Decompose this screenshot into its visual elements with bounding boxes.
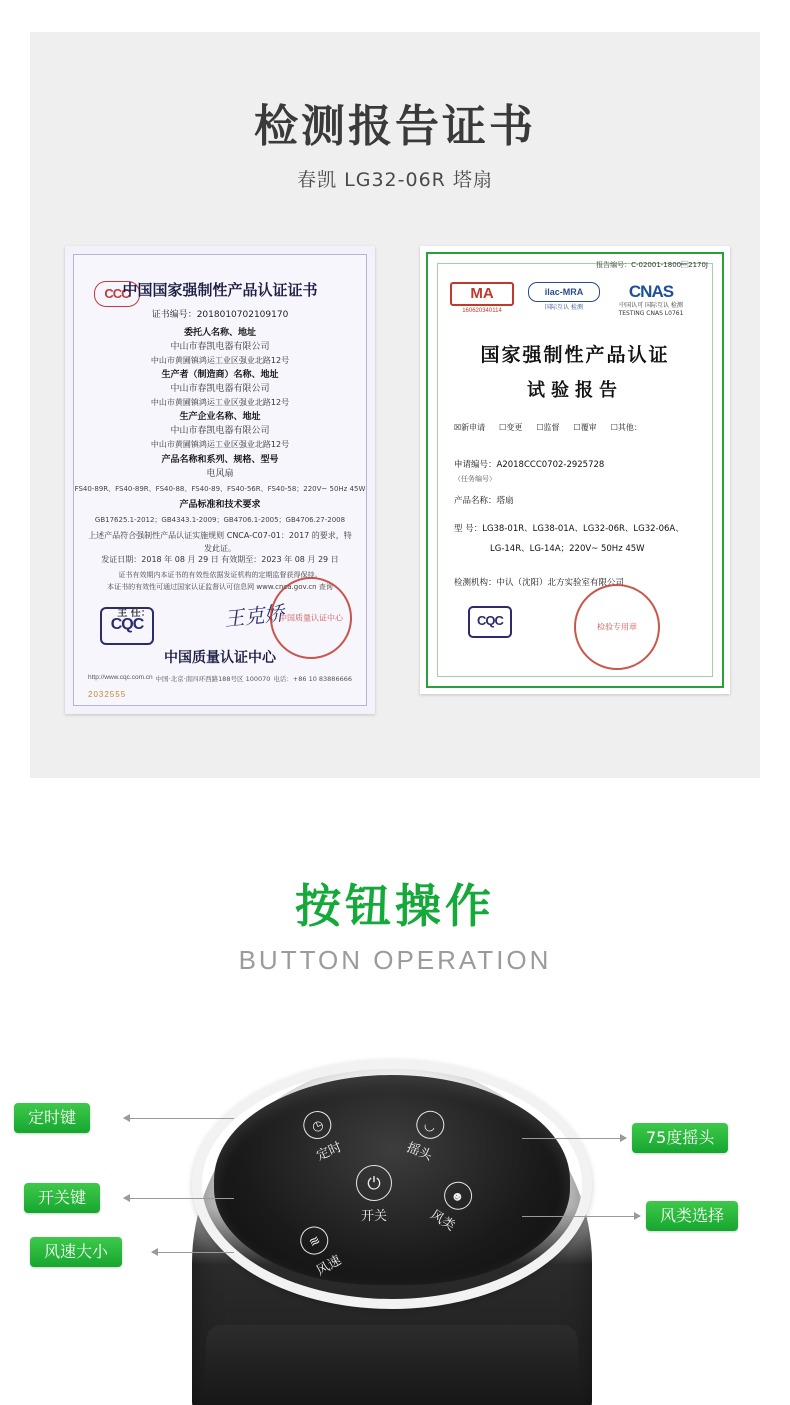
ccc-row-2: 中山市黄圃镇鸿运工业区强业北路12号 (150, 356, 290, 365)
report-field-task-no: （任务编号） (454, 475, 496, 483)
ccc-row-10: 电风扇 (206, 469, 234, 479)
report-field-model-2: LG-14R、LG-14A；220V~ 50Hz 45W (490, 544, 645, 554)
accreditation-badges (446, 282, 704, 324)
footer-address: 中国·北京·南四环西路188号区 100070 (155, 675, 271, 683)
page-title: 检测报告证书 (254, 101, 536, 152)
ilac-badge (528, 282, 600, 311)
test-report-frame-outer (426, 252, 724, 688)
fan-photo (0, 1025, 790, 1405)
power-icon: ⏻ (356, 1165, 392, 1201)
checkbox-other: ☐其他： (610, 423, 642, 432)
wind-speed-icon: ≋ (295, 1221, 333, 1259)
callout-wind-type: 风类选择 (646, 1201, 738, 1231)
callout-power-key: 开关键 (24, 1183, 100, 1213)
ccc-certificate-number: 证书编号：2018010702109170 (151, 310, 289, 320)
panel-label-wind-speed: 风速 (313, 1253, 345, 1280)
report-number: 报告编号：C-02001-18002170J (596, 261, 708, 269)
inspection-round-seal-icon (574, 584, 660, 670)
ccc-certificate-title: 中国国家强制性产品认证证书 (122, 281, 318, 299)
report-field-lab: 检测机构：中认（沈阳）北方实验室有限公司 (454, 578, 625, 588)
issuing-center-name: 中国质量认证中心 (164, 650, 276, 666)
report-title-main: 国家强制性产品认证 (480, 344, 670, 366)
cma-badge-text: MA (450, 282, 514, 306)
ccc-row-7: 中山市春凯电器有限公司 (170, 426, 270, 436)
ccc-row-16: 证书有效期内本证书的有效性依据发证机构的定期监督获得保持。 (118, 571, 322, 579)
operation-title: 按钮操作 (295, 879, 495, 933)
leader-line-power (124, 1198, 234, 1199)
report-field-model: 型 号：LG38-01R、LG38-01A、LG32-06R、LG32-06A、 (454, 524, 684, 534)
ccc-row-14: 上述产品符合强制性产品认证实施规则 CNCA-C07-01：2017 的要求，特发此证。 (88, 531, 352, 553)
callout-swing-75: 75度摇头 (632, 1123, 728, 1153)
ccc-row-9: 产品名称和系列、规格、型号 (161, 455, 279, 465)
footer-phone: 电话：+86 10 83886666 (273, 675, 352, 683)
panel-label-swing: 摇头 (404, 1140, 435, 1165)
cnas-badge (608, 282, 694, 318)
cma-badge (450, 282, 514, 314)
ccc-footer (88, 674, 352, 683)
ccc-row-4: 中山市春凯电器有限公司 (170, 384, 270, 394)
ccc-row-5: 中山市黄圃镇鸿运工业区强业北路12号 (150, 398, 290, 407)
panel-button-power[interactable] (356, 1165, 392, 1224)
leader-line-wind-type (522, 1216, 640, 1217)
cqc-round-seal-text: 中国质量认证中心 (279, 613, 343, 623)
panel-label-power: 开关 (360, 1209, 387, 1224)
ccc-row-17: 本证书的有效性可通过国家认证监督认可信息网 www.cnca.gov.cn 查询 (107, 583, 333, 591)
footer-website: http://www.cqc.com.cn (88, 674, 153, 681)
checkbox-review: ☐覆审 (573, 423, 597, 432)
report-field-product-name: 产品名称：塔扇 (454, 496, 514, 506)
director-label: 主 任： (117, 608, 151, 619)
panel-label-timer: 定时 (314, 1139, 345, 1165)
panel-label-wind-mode: 风类 (427, 1207, 458, 1235)
certificate-serial: 2032555 (88, 690, 127, 699)
ccc-row-12: 产品标准和技术要求 (179, 500, 261, 510)
button-operation-section (0, 810, 790, 1405)
operation-subtitle: BUTTON OPERATION (238, 945, 552, 975)
cnas-badge-text: CNAS (628, 282, 674, 301)
ccc-row-13: GB17625.1-2012；GB4343.1-2009；GB4706.1-2005；GB4706.27-2008 (94, 516, 346, 524)
ccc-mark-icon: CCC (94, 281, 140, 307)
ccc-row-0: 委托人名称、地址 (183, 328, 256, 338)
ccc-row-15: 发证日期：2018 年 08 月 29 日 有效期至：2023 年 08 月 29 日 (101, 555, 339, 564)
ccc-row-3: 生产者（制造商）名称、地址 (161, 370, 279, 380)
ilac-badge-sub: 国际互认 检测 (545, 304, 583, 311)
checkbox-change: ☐变更 (499, 423, 523, 432)
ilac-badge-text: ilac-MRA (528, 282, 600, 302)
cqc-logo-icon: CQC (100, 607, 154, 645)
swing-icon: ◡ (412, 1107, 448, 1143)
leader-line-timer (124, 1118, 234, 1119)
page-subtitle: 春凯 LG32-06R 塔扇 (297, 169, 493, 191)
ccc-row-1: 中山市春凯电器有限公司 (170, 342, 270, 352)
fan-control-panel (214, 1075, 570, 1285)
ccc-row-6: 生产企业名称、地址 (179, 412, 261, 422)
leader-line-wind-speed (152, 1252, 234, 1253)
clock-icon: ◷ (299, 1107, 336, 1144)
callout-wind-speed-key: 风速大小 (30, 1237, 122, 1267)
checkbox-supervision: ☐监督 (536, 423, 560, 432)
wind-mode-icon: ☻ (439, 1176, 478, 1215)
director-signature: 王克娇 (223, 600, 286, 632)
ccc-certificate-frame (73, 254, 367, 706)
ccc-row-8: 中山市黄圃镇鸿运工业区强业北路12号 (150, 440, 290, 449)
inspection-seal-text: 检验专用章 (597, 622, 637, 632)
report-title-sub: 试验报告 (527, 380, 623, 401)
fan-base (206, 1325, 578, 1405)
test-report-card (420, 246, 730, 694)
cqc-logo-icon-right: CQC (468, 606, 512, 638)
report-checkbox-row (454, 422, 704, 433)
cma-badge-number: 160620340114 (462, 308, 502, 314)
ccc-certificate-card (65, 246, 375, 714)
callout-timer-key: 定时键 (14, 1103, 90, 1133)
checkbox-new-application: ☒新申请 (454, 423, 486, 432)
leader-line-swing (522, 1138, 626, 1139)
cnas-badge-sub: 中国认可 国际互认 检测 TESTING CNAS L0761 (618, 302, 684, 317)
report-field-application-no: 申请编号：A2018CCC0702-2925728 (454, 460, 605, 470)
ccc-row-11: FS40-89R、FS40-89R、FS40-88、FS40-89、FS40-56R、FS40-58；220V~ 50Hz 45W (74, 485, 366, 493)
